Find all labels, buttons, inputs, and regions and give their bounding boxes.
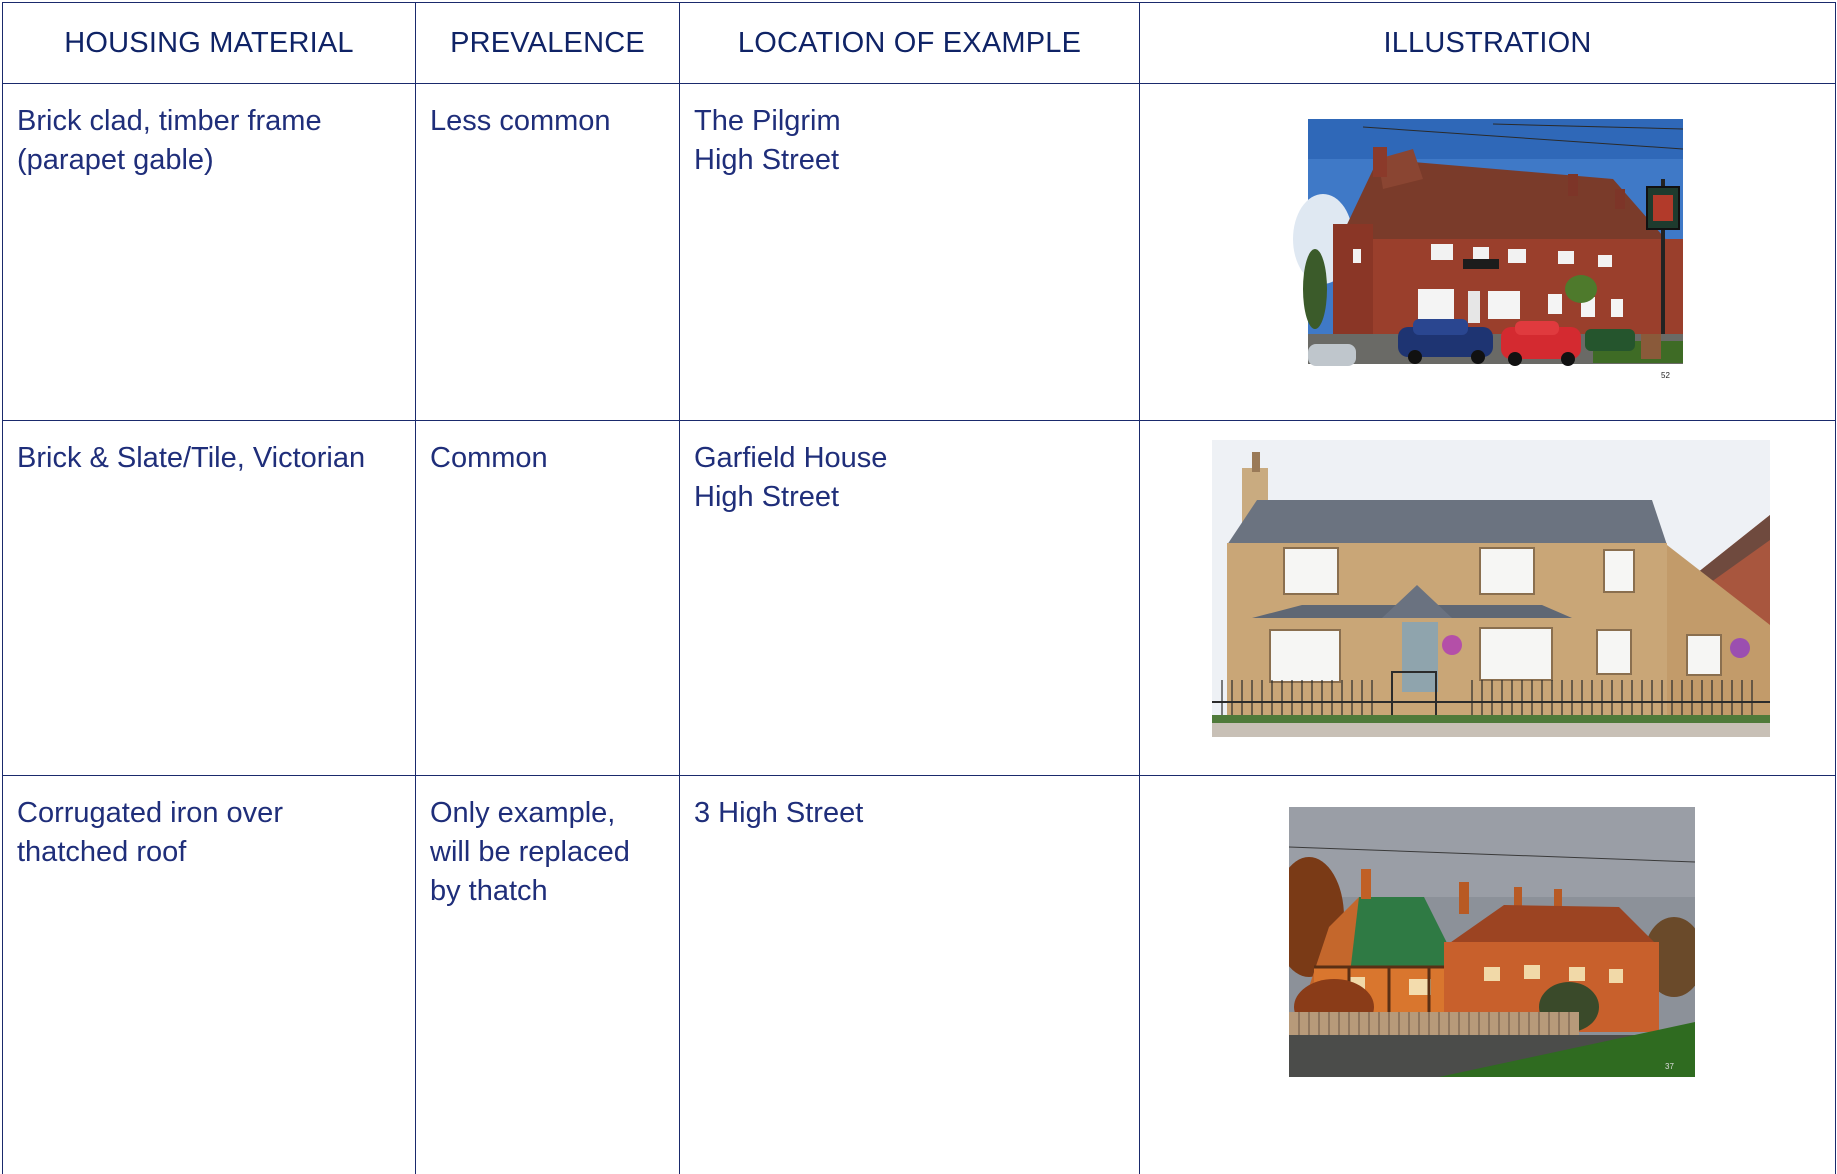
material-line: thatched roof [17, 833, 401, 872]
header-illustration: ILLUSTRATION [1140, 3, 1836, 84]
table-row [3, 776, 1836, 1174]
garfield-house-photo [1212, 440, 1770, 737]
prevalence-cell [416, 776, 680, 1174]
location-line: 3 High Street [694, 794, 1125, 833]
location-cell [680, 84, 1140, 421]
location-line: High Street [694, 478, 1125, 517]
photo-caption-number: 37 [1665, 1062, 1674, 1071]
prevalence-line: Less common [430, 102, 665, 141]
location-line: The Pilgrim [694, 102, 1125, 141]
material-line: Corrugated iron over [17, 794, 401, 833]
material-line: (parapet gable) [17, 141, 401, 180]
header-housing-material: HOUSING MATERIAL [3, 3, 416, 84]
photo-caption-number: 52 [1661, 371, 1670, 380]
prevalence-line: Only example, [430, 794, 665, 833]
housing-materials-table [2, 2, 1836, 1174]
material-cell [3, 421, 416, 776]
prevalence-line: will be replaced [430, 833, 665, 872]
header-location: LOCATION OF EXAMPLE [680, 3, 1140, 84]
location-cell [680, 421, 1140, 776]
material-line: Brick clad, timber frame [17, 102, 401, 141]
location-line: High Street [694, 141, 1125, 180]
prevalence-cell [416, 421, 680, 776]
header-row [3, 3, 1836, 84]
header-prevalence: PREVALENCE [416, 3, 680, 84]
illustration-cell [1140, 84, 1836, 421]
material-cell [3, 84, 416, 421]
pilgrim-pub-photo [1293, 119, 1683, 389]
location-cell [680, 776, 1140, 1174]
illustration-cell [1140, 421, 1836, 776]
material-cell [3, 776, 416, 1174]
material-line: Brick & Slate/Tile, Victorian [17, 439, 401, 478]
table-row [3, 421, 1836, 776]
prevalence-cell [416, 84, 680, 421]
illustration-cell [1140, 776, 1836, 1174]
prevalence-line: by thatch [430, 872, 665, 911]
location-line: Garfield House [694, 439, 1125, 478]
prevalence-line: Common [430, 439, 665, 478]
3-high-street-photo [1289, 807, 1695, 1077]
table-row [3, 84, 1836, 421]
